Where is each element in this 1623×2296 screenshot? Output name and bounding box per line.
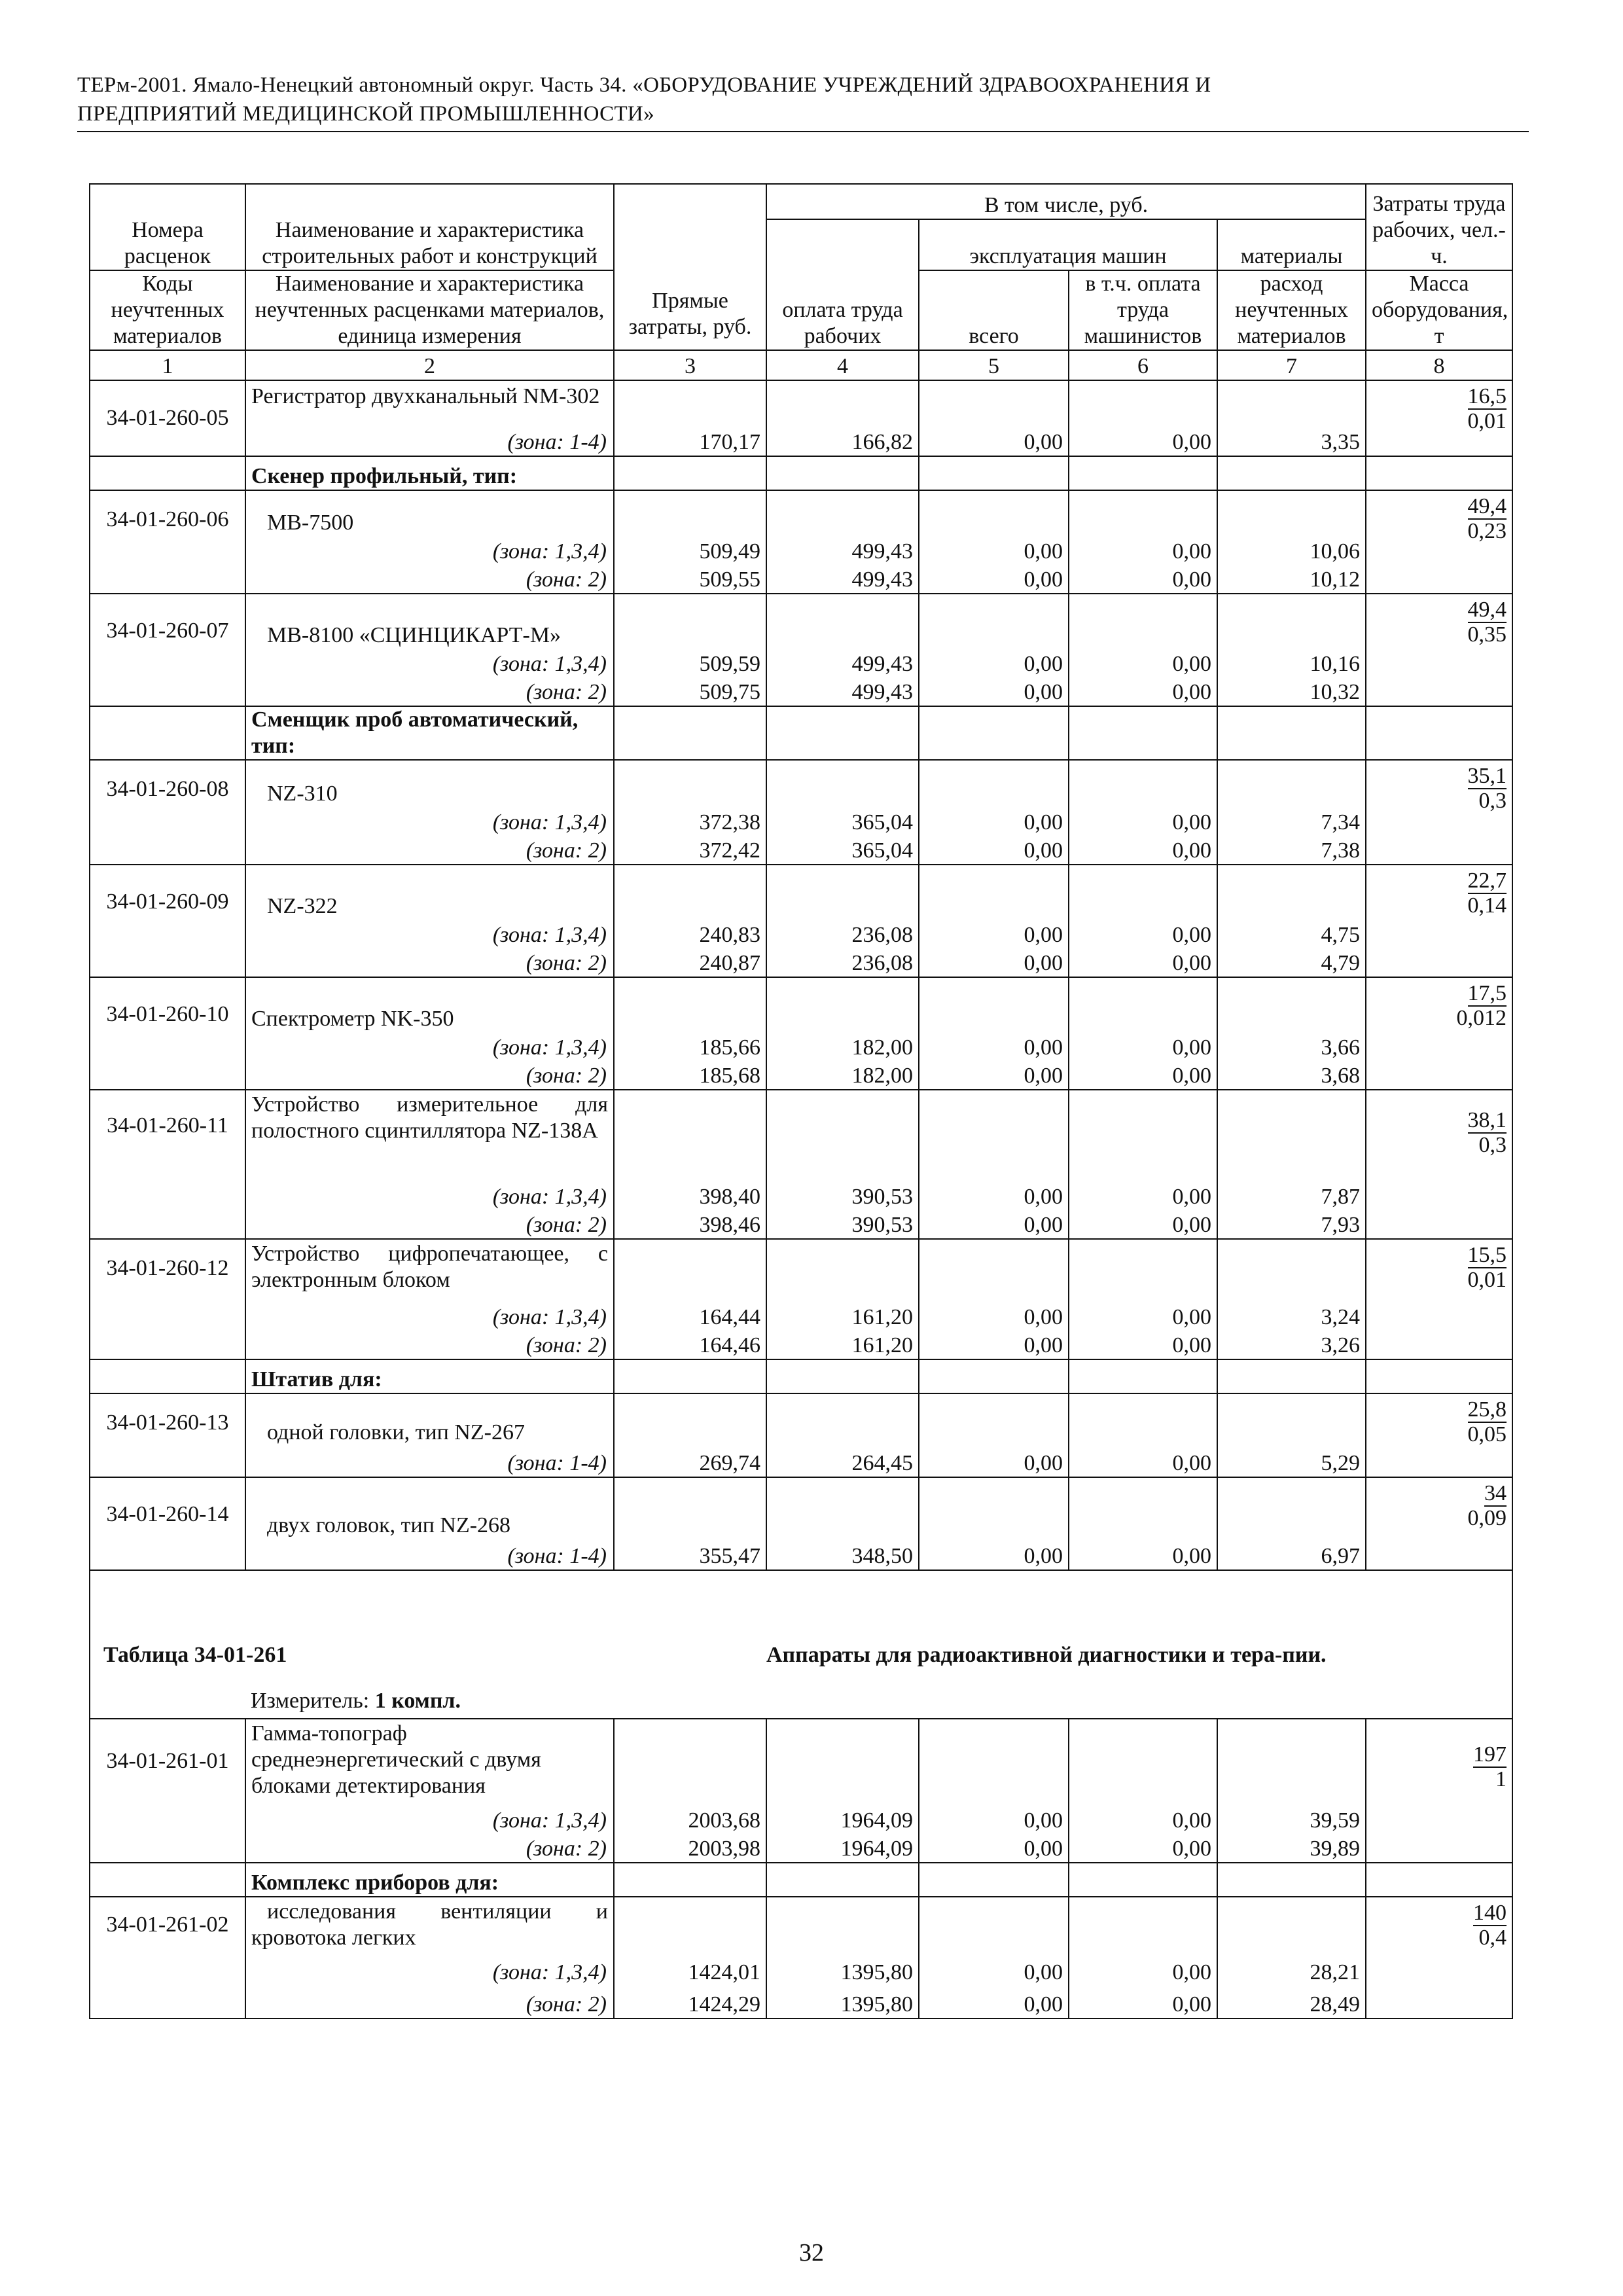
direct-cost: 398,46 — [614, 1210, 766, 1239]
machinist-cost: 0,00 — [1069, 1032, 1217, 1061]
zone-label: (зона: 1,3,4) — [245, 1181, 614, 1210]
direct-cost: 509,49 — [614, 536, 766, 565]
direct-cost: 185,66 — [614, 1032, 766, 1061]
machine-cost: 0,00 — [919, 836, 1069, 865]
materials-cost: 39,59 — [1217, 1805, 1366, 1834]
mass-value: 0,01 — [1467, 409, 1507, 433]
zone-row — [90, 807, 1512, 836]
machinist-cost: 0,00 — [1069, 565, 1217, 594]
col-number: 2 — [245, 350, 614, 380]
measure-line — [245, 1668, 1512, 1719]
zone-row — [90, 1061, 1512, 1090]
rate-name: Гамма-топограф среднеэнергетический с двумя блоками детектирования — [245, 1719, 614, 1805]
materials-cost: 6,97 — [1217, 1539, 1366, 1570]
labor-cost: 365,04 — [766, 836, 919, 865]
machine-cost: 0,00 — [919, 807, 1069, 836]
head-col8-top: Затраты труда рабочих, чел.-ч. — [1366, 184, 1512, 270]
labor-cost: 236,08 — [766, 948, 919, 977]
rate-code: 34-01-261-01 — [90, 1719, 245, 1863]
machine-cost: 0,00 — [919, 1446, 1069, 1477]
machine-cost: 0,00 — [919, 427, 1069, 456]
materials-cost: 4,75 — [1217, 920, 1366, 948]
zone-label: (зона: 2) — [245, 1210, 614, 1239]
col-number: 5 — [919, 350, 1069, 380]
zone-row — [90, 536, 1512, 565]
zone-label: (зона: 2) — [245, 836, 614, 865]
rate-name: Устройство измерительное для полостного сцинтиллятора NZ-138А — [245, 1090, 614, 1181]
machinist-cost: 0,00 — [1069, 948, 1217, 977]
labor-cost: 236,08 — [766, 920, 919, 948]
col-number: 8 — [1366, 350, 1512, 380]
head-machines: эксплуатация машин — [919, 219, 1217, 270]
materials-cost: 10,16 — [1217, 649, 1366, 677]
labor-value: 34 — [1484, 1481, 1507, 1505]
zone-label: (зона: 2) — [245, 1986, 614, 2018]
head-col8-bottom: Масса оборудования, т — [1366, 270, 1512, 350]
materials-cost: 10,06 — [1217, 536, 1366, 565]
mass-value: 0,01 — [1467, 1268, 1507, 1292]
machinist-cost: 0,00 — [1069, 1210, 1217, 1239]
rate-code: 34-01-260-06 — [90, 490, 245, 594]
direct-cost: 240,87 — [614, 948, 766, 977]
mass-value: 0,012 — [1456, 1006, 1507, 1030]
machine-cost: 0,00 — [919, 948, 1069, 977]
zone-label: (зона: 2) — [245, 1834, 614, 1863]
labor-value: 35,1 — [1467, 764, 1507, 788]
table-row — [90, 1719, 1512, 1805]
rate-name: Регистратор двухканальный NM-302 — [245, 380, 614, 427]
col-number: 6 — [1069, 350, 1217, 380]
labor-value: 38,1 — [1467, 1108, 1507, 1132]
materials-cost: 28,49 — [1217, 1986, 1366, 2018]
zone-row — [90, 1302, 1512, 1331]
table-row — [90, 760, 1512, 807]
rate-name: одной головки, тип NZ-267 — [245, 1393, 614, 1446]
zone-row — [90, 948, 1512, 977]
table-row — [90, 594, 1512, 649]
zone-row — [90, 1446, 1512, 1477]
rate-name: Спектрометр NK-350 — [245, 977, 614, 1032]
machinist-cost: 0,00 — [1069, 1061, 1217, 1090]
head-col1-bottom: Коды неучтенных материалов — [90, 270, 245, 350]
labor-cost: 499,43 — [766, 565, 919, 594]
zone-label: (зона: 2) — [245, 1061, 614, 1090]
labor-cost: 182,00 — [766, 1061, 919, 1090]
zone-label: (зона: 1,3,4) — [245, 536, 614, 565]
machine-cost: 0,00 — [919, 1061, 1069, 1090]
table-row — [90, 1239, 1512, 1302]
rate-code: 34-01-260-13 — [90, 1393, 245, 1477]
labor-mass — [1366, 490, 1512, 594]
machinist-cost: 0,00 — [1069, 1957, 1217, 1986]
direct-cost: 1424,29 — [614, 1986, 766, 2018]
group-label: Штатив для: — [245, 1359, 614, 1393]
zone-label: (зона: 2) — [245, 1331, 614, 1359]
measure-label: Измеритель: — [251, 1689, 370, 1713]
zone-label: (зона: 1-4) — [245, 1539, 614, 1570]
machinist-cost: 0,00 — [1069, 427, 1217, 456]
zone-label: (зона: 1,3,4) — [245, 1032, 614, 1061]
rate-code: 34-01-260-10 — [90, 977, 245, 1090]
group-row — [90, 1863, 1512, 1897]
zone-label: (зона: 1,3,4) — [245, 1302, 614, 1331]
zone-row — [90, 1331, 1512, 1359]
zone-row — [90, 1032, 1512, 1061]
table-row — [90, 977, 1512, 1032]
head-col2-bottom: Наименование и характеристика неучтенных расценками материалов, единица измерения — [245, 270, 614, 350]
rate-name: МВ-8100 «СЦИНЦИКАРТ-М» — [245, 594, 614, 649]
table-row — [90, 1897, 1512, 1957]
zone-row — [90, 677, 1512, 706]
zone-label: (зона: 1-4) — [245, 1446, 614, 1477]
machinist-cost: 0,00 — [1069, 836, 1217, 865]
labor-mass — [1366, 594, 1512, 706]
machinist-cost: 0,00 — [1069, 1331, 1217, 1359]
head-col5: всего — [919, 270, 1069, 350]
zone-label: (зона: 1,3,4) — [245, 807, 614, 836]
direct-cost: 164,44 — [614, 1302, 766, 1331]
machine-cost: 0,00 — [919, 1331, 1069, 1359]
materials-cost: 7,34 — [1217, 807, 1366, 836]
labor-cost: 499,43 — [766, 536, 919, 565]
machinist-cost: 0,00 — [1069, 1986, 1217, 2018]
table-row — [90, 1477, 1512, 1539]
labor-value: 49,4 — [1467, 494, 1507, 518]
machinist-cost: 0,00 — [1069, 1181, 1217, 1210]
machinist-cost: 0,00 — [1069, 649, 1217, 677]
zone-row — [90, 1539, 1512, 1570]
head-col7: расход неучтенных материалов — [1217, 270, 1366, 350]
table-row — [90, 1393, 1512, 1446]
mass-value: 0,35 — [1467, 622, 1507, 647]
mass-value: 0,3 — [1478, 789, 1507, 813]
zone-row — [90, 1986, 1512, 2018]
materials-cost: 3,66 — [1217, 1032, 1366, 1061]
labor-cost: 1395,80 — [766, 1957, 919, 1986]
direct-cost: 170,17 — [614, 427, 766, 456]
direct-cost: 398,40 — [614, 1181, 766, 1210]
table-row — [90, 490, 1512, 536]
labor-cost: 166,82 — [766, 427, 919, 456]
machine-cost: 0,00 — [919, 677, 1069, 706]
direct-cost: 164,46 — [614, 1331, 766, 1359]
zone-row — [90, 1181, 1512, 1210]
col-number: 7 — [1217, 350, 1366, 380]
machine-cost: 0,00 — [919, 1181, 1069, 1210]
zone-row — [90, 1957, 1512, 1986]
machinist-cost: 0,00 — [1069, 1302, 1217, 1331]
labor-value: 22,7 — [1467, 869, 1507, 893]
zone-label: (зона: 2) — [245, 948, 614, 977]
header-line-2: ПРЕДПРИЯТИЙ МЕДИЦИНСКОЙ ПРОМЫШЛЕННОСТИ» — [77, 102, 654, 126]
machine-cost: 0,00 — [919, 565, 1069, 594]
labor-value: 197 — [1473, 1742, 1507, 1767]
rate-code: 34-01-261-02 — [90, 1897, 245, 2018]
document-header — [77, 71, 1517, 128]
materials-cost: 7,87 — [1217, 1181, 1366, 1210]
labor-value: 25,8 — [1467, 1397, 1507, 1422]
group-label: Комплекс приборов для: — [245, 1863, 614, 1897]
machine-cost: 0,00 — [919, 1032, 1069, 1061]
rate-code: 34-01-260-09 — [90, 865, 245, 977]
measure-value: 1 компл. — [374, 1689, 461, 1713]
labor-mass — [1366, 760, 1512, 865]
direct-cost: 1424,01 — [614, 1957, 766, 1986]
rate-name: NZ-310 — [245, 760, 614, 807]
table-label: Таблица 34-01-261 — [90, 1570, 766, 1668]
rate-code: 34-01-260-05 — [90, 380, 245, 456]
labor-mass — [1366, 1897, 1512, 2018]
machine-cost: 0,00 — [919, 536, 1069, 565]
col-number: 1 — [90, 350, 245, 380]
labor-value: 140 — [1473, 1901, 1507, 1925]
rate-name: двух головок, тип NZ-268 — [245, 1477, 614, 1539]
materials-cost: 3,26 — [1217, 1331, 1366, 1359]
rate-name: МВ-7500 — [245, 490, 614, 536]
machine-cost: 0,00 — [919, 1210, 1069, 1239]
rate-name: Устройство цифропечатающее, с электронным блоком — [245, 1239, 614, 1302]
zone-label: (зона: 2) — [245, 565, 614, 594]
materials-cost: 7,93 — [1217, 1210, 1366, 1239]
mass-value: 1 — [1495, 1767, 1507, 1791]
direct-cost: 240,83 — [614, 920, 766, 948]
head-materials: материалы — [1217, 219, 1366, 270]
head-col2-top: Наименование и характеристика строительных работ и конструкций — [245, 184, 614, 270]
labor-mass — [1366, 380, 1512, 456]
mass-value: 0,05 — [1467, 1422, 1507, 1446]
group-row — [90, 706, 1512, 760]
machinist-cost: 0,00 — [1069, 1805, 1217, 1834]
zone-row — [90, 1210, 1512, 1239]
mass-value: 0,09 — [1467, 1506, 1507, 1530]
labor-value: 17,5 — [1467, 981, 1507, 1005]
zone-row — [90, 565, 1512, 594]
machine-cost: 0,00 — [919, 1986, 1069, 2018]
materials-cost: 4,79 — [1217, 948, 1366, 977]
labor-cost: 365,04 — [766, 807, 919, 836]
labor-mass — [1366, 977, 1512, 1090]
direct-cost: 269,74 — [614, 1446, 766, 1477]
rate-code: 34-01-260-12 — [90, 1239, 245, 1359]
materials-cost: 10,32 — [1217, 677, 1366, 706]
labor-cost: 499,43 — [766, 677, 919, 706]
head-col1-top: Номера расценок — [90, 184, 245, 270]
zone-label: (зона: 1,3,4) — [245, 920, 614, 948]
zone-row — [90, 427, 1512, 456]
zone-label: (зона: 2) — [245, 677, 614, 706]
zone-label: (зона: 1,3,4) — [245, 649, 614, 677]
direct-cost: 185,68 — [614, 1061, 766, 1090]
materials-cost: 3,68 — [1217, 1061, 1366, 1090]
head-col3: Прямые затраты, руб. — [614, 184, 766, 350]
machine-cost: 0,00 — [919, 1539, 1069, 1570]
labor-mass — [1366, 865, 1512, 977]
col-number: 3 — [614, 350, 766, 380]
rate-code: 34-01-260-14 — [90, 1477, 245, 1570]
table-row — [90, 865, 1512, 920]
rate-name: исследования вентиляции и кровотока легких — [245, 1897, 614, 1957]
mass-value: 0,14 — [1467, 893, 1507, 918]
group-label: Сменщик проб автоматический, тип: — [245, 706, 614, 760]
header-divider — [77, 131, 1529, 132]
group-row — [90, 1359, 1512, 1393]
labor-cost: 1395,80 — [766, 1986, 919, 2018]
machine-cost: 0,00 — [919, 1302, 1069, 1331]
machine-cost: 0,00 — [919, 1834, 1069, 1863]
machinist-cost: 0,00 — [1069, 1446, 1217, 1477]
machine-cost: 0,00 — [919, 649, 1069, 677]
labor-cost: 390,53 — [766, 1181, 919, 1210]
direct-cost: 2003,68 — [614, 1805, 766, 1834]
labor-cost: 1964,09 — [766, 1834, 919, 1863]
materials-cost: 3,24 — [1217, 1302, 1366, 1331]
zone-row — [90, 1805, 1512, 1834]
machinist-cost: 0,00 — [1069, 807, 1217, 836]
labor-mass — [1366, 1477, 1512, 1570]
group-label: Скенер профильный, тип: — [245, 456, 614, 490]
labor-value: 49,4 — [1467, 598, 1507, 622]
group-row — [90, 456, 1512, 490]
labor-cost: 499,43 — [766, 649, 919, 677]
direct-cost: 372,42 — [614, 836, 766, 865]
labor-cost: 161,20 — [766, 1331, 919, 1359]
materials-cost: 28,21 — [1217, 1957, 1366, 1986]
rates-table — [89, 183, 1513, 2019]
materials-cost: 3,35 — [1217, 427, 1366, 456]
head-col6: в т.ч. оплата труда машинистов — [1069, 270, 1217, 350]
zone-row — [90, 920, 1512, 948]
direct-cost: 372,38 — [614, 807, 766, 836]
labor-mass — [1366, 1393, 1512, 1477]
zone-label: (зона: 1-4) — [245, 427, 614, 456]
direct-cost: 509,59 — [614, 649, 766, 677]
page-number: 32 — [799, 2239, 824, 2267]
table-title: Аппараты для радиоактивной диагностики и тера-пии. — [766, 1570, 1512, 1668]
direct-cost: 355,47 — [614, 1539, 766, 1570]
labor-cost: 390,53 — [766, 1210, 919, 1239]
materials-cost: 39,89 — [1217, 1834, 1366, 1863]
head-including: В том числе, руб. — [766, 184, 1366, 219]
zone-label: (зона: 1,3,4) — [245, 1805, 614, 1834]
mass-value: 0,23 — [1467, 519, 1507, 543]
materials-cost: 5,29 — [1217, 1446, 1366, 1477]
labor-value: 16,5 — [1467, 384, 1507, 408]
zone-row — [90, 836, 1512, 865]
machine-cost: 0,00 — [919, 920, 1069, 948]
labor-mass — [1366, 1239, 1512, 1359]
rate-name: NZ-322 — [245, 865, 614, 920]
machinist-cost: 0,00 — [1069, 1834, 1217, 1863]
materials-cost: 7,38 — [1217, 836, 1366, 865]
machine-cost: 0,00 — [919, 1957, 1069, 1986]
rate-code: 34-01-260-07 — [90, 594, 245, 706]
zone-row — [90, 649, 1512, 677]
machine-cost: 0,00 — [919, 1805, 1069, 1834]
labor-cost: 161,20 — [766, 1302, 919, 1331]
machinist-cost: 0,00 — [1069, 536, 1217, 565]
labor-cost: 1964,09 — [766, 1805, 919, 1834]
labor-cost: 348,50 — [766, 1539, 919, 1570]
direct-cost: 2003,98 — [614, 1834, 766, 1863]
machinist-cost: 0,00 — [1069, 1539, 1217, 1570]
labor-cost: 182,00 — [766, 1032, 919, 1061]
head-col4: оплата труда рабочих — [766, 219, 919, 350]
labor-mass — [1366, 1090, 1512, 1239]
zone-row — [90, 1834, 1512, 1863]
machinist-cost: 0,00 — [1069, 677, 1217, 706]
mass-value: 0,4 — [1478, 1926, 1507, 1950]
materials-cost: 10,12 — [1217, 565, 1366, 594]
labor-cost: 264,45 — [766, 1446, 919, 1477]
machinist-cost: 0,00 — [1069, 920, 1217, 948]
rate-code: 34-01-260-11 — [90, 1090, 245, 1239]
mass-value: 0,3 — [1478, 1133, 1507, 1157]
header-line-1: ТЕРм-2001. Ямало-Ненецкий автономный округ. Часть 34. «ОБОРУДОВАНИЕ УЧРЕЖДЕНИЙ ЗДРАВООХРАНЕНИЯ И — [77, 73, 1211, 97]
table-row — [90, 1090, 1512, 1181]
col-number: 4 — [766, 350, 919, 380]
zone-label: (зона: 1,3,4) — [245, 1957, 614, 1986]
direct-cost: 509,75 — [614, 677, 766, 706]
table-row — [90, 380, 1512, 427]
rate-code: 34-01-260-08 — [90, 760, 245, 865]
labor-value: 15,5 — [1467, 1243, 1507, 1267]
direct-cost: 509,55 — [614, 565, 766, 594]
labor-mass — [1366, 1719, 1512, 1863]
